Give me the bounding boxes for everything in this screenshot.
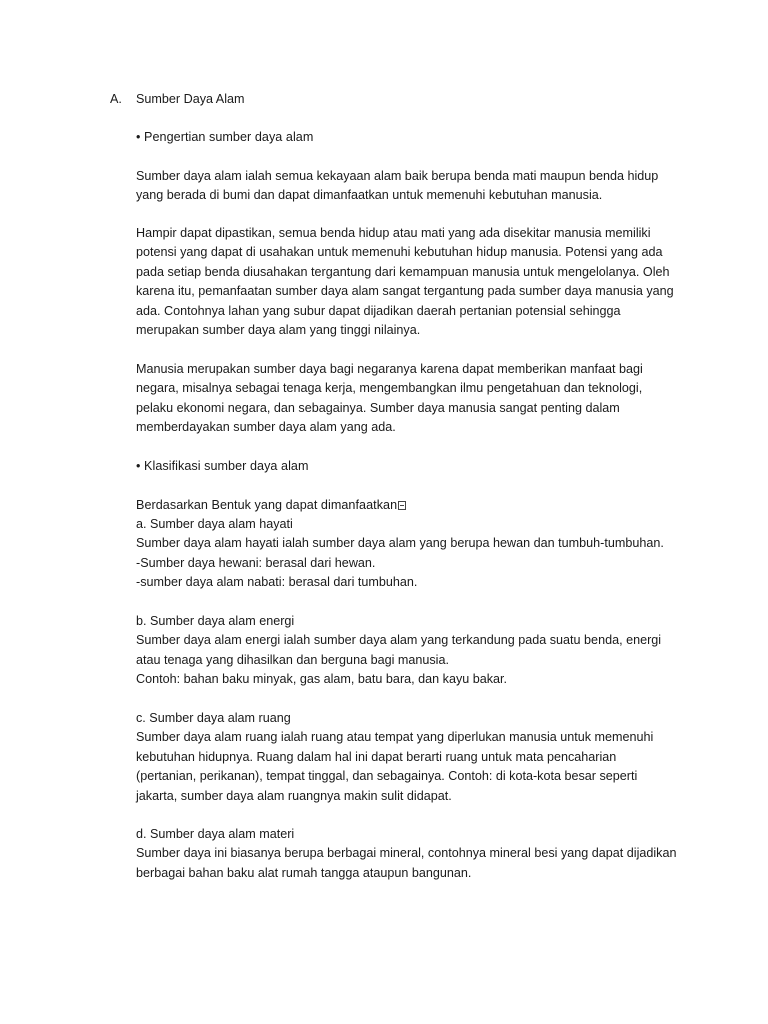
bullet-symbol: • — [136, 130, 141, 144]
paragraph-line: merupakan sumber daya alam yang tinggi nilainya. — [136, 323, 421, 338]
subsection-title: d. Sumber daya alam materi — [136, 827, 295, 841]
section-title: Sumber Daya Alam — [136, 92, 245, 106]
paragraph-line: Sumber daya alam energi ialah sumber daya alam yang terkandung pada suatu benda, energi — [136, 633, 662, 648]
paragraph-human-resources — [136, 360, 643, 438]
bullet-text: Pengertian sumber daya alam — [144, 130, 314, 144]
subsection-title: b. Sumber daya alam energi — [136, 614, 295, 628]
bullet-klasifikasi — [136, 457, 309, 476]
subsection-energi — [136, 612, 661, 690]
bullet-symbol: • — [136, 459, 141, 473]
classification-intro — [136, 496, 406, 515]
bullet-text: Klasifikasi sumber daya alam — [144, 459, 309, 473]
paragraph-line: ada. Contohnya lahan yang subur dapat dijadikan daerah pertanian potensial sehingga — [136, 303, 621, 318]
paragraph-line: kebutuhan hidupnya. Ruang dalam hal ini dapat berarti ruang untuk mata pencaharian — [136, 749, 617, 764]
paragraph-line: berbagai bahan baku alat rumah tangga ataupun bangunan. — [136, 865, 472, 880]
paragraph-line: karena itu, pemanfaatan sumber daya alam sangat tergantung pada sumber daya manusia yang — [136, 284, 674, 299]
paragraph-line: Sumber daya alam ruang ialah ruang atau tempat yang diperlukan manusia untuk memenuhi — [136, 730, 654, 745]
paragraph-line: Hampir dapat dipastikan, semua benda hidup atau mati yang ada disekitar manusia memiliki — [136, 226, 651, 240]
paragraph-line: Sumber daya alam hayati ialah sumber daya alam yang berupa hewan dan tumbuh-tumbuhan. — [136, 536, 664, 551]
missing-glyph-icon — [398, 501, 406, 510]
paragraph-line: pelaku ekonomi negara, dan sebagainya. Sumber daya manusia sangat penting dalam — [136, 400, 620, 415]
subsection-ruang — [136, 709, 653, 806]
subsection-hayati — [136, 515, 664, 593]
paragraph-line: negara, misalnya sebagai tenaga kerja, mengembangkan ilmu pengetahuan dan teknologi, — [136, 381, 643, 396]
paragraph-definition — [136, 167, 658, 206]
paragraph-line: Sumber daya ini biasanya berupa berbagai mineral, contohnya mineral besi yang dapat dijadikan — [136, 846, 677, 861]
paragraph-line: yang berada di bumi dan dapat dimanfaatkan untuk memenuhi kebutuhan manusia. — [136, 188, 603, 203]
paragraph-line: Sumber daya alam ialah semua kekayaan alam baik berupa benda mati maupun benda hidup — [136, 169, 659, 183]
subsection-materi — [136, 825, 676, 883]
paragraph-line: pada setiap benda diusahakan tergantung dari kemampuan manusia untuk mengelolanya. Oleh — [136, 264, 670, 279]
subsection-title: c. Sumber daya alam ruang — [136, 711, 291, 725]
paragraph-line: potensi yang dapat di usahakan untuk memenuhi kebutuhan hidup manusia. Potensi yang ada — [136, 245, 663, 260]
paragraph-line: Contoh: bahan baku minyak, gas alam, batu bara, dan kayu bakar. — [136, 672, 508, 687]
paragraph-potential — [136, 224, 674, 340]
bullet-pengertian — [136, 128, 313, 147]
paragraph-line: memberdayakan sumber daya alam yang ada. — [136, 420, 396, 435]
paragraph-line: -Sumber daya hewani: berasal dari hewan. — [136, 555, 376, 570]
paragraph-line: Manusia merupakan sumber daya bagi negaranya karena dapat memberikan manfaat bagi — [136, 362, 643, 376]
paragraph-line: atau tenaga yang dihasilkan dan berguna bagi manusia. — [136, 652, 449, 667]
paragraph-line: -sumber daya alam nabati: berasal dari tumbuhan. — [136, 575, 418, 590]
subsection-title: a. Sumber daya alam hayati — [136, 517, 293, 531]
section-marker: A. — [110, 92, 122, 106]
paragraph-line: jakarta, sumber daya alam ruangnya makin sulit didapat. — [136, 788, 452, 803]
intro-text: Berdasarkan Bentuk yang dapat dimanfaatkan — [136, 498, 398, 512]
paragraph-line: (pertanian, perikanan), tempat tinggal, dan sebagainya. Contoh: di kota-kota besar seperti — [136, 769, 638, 784]
